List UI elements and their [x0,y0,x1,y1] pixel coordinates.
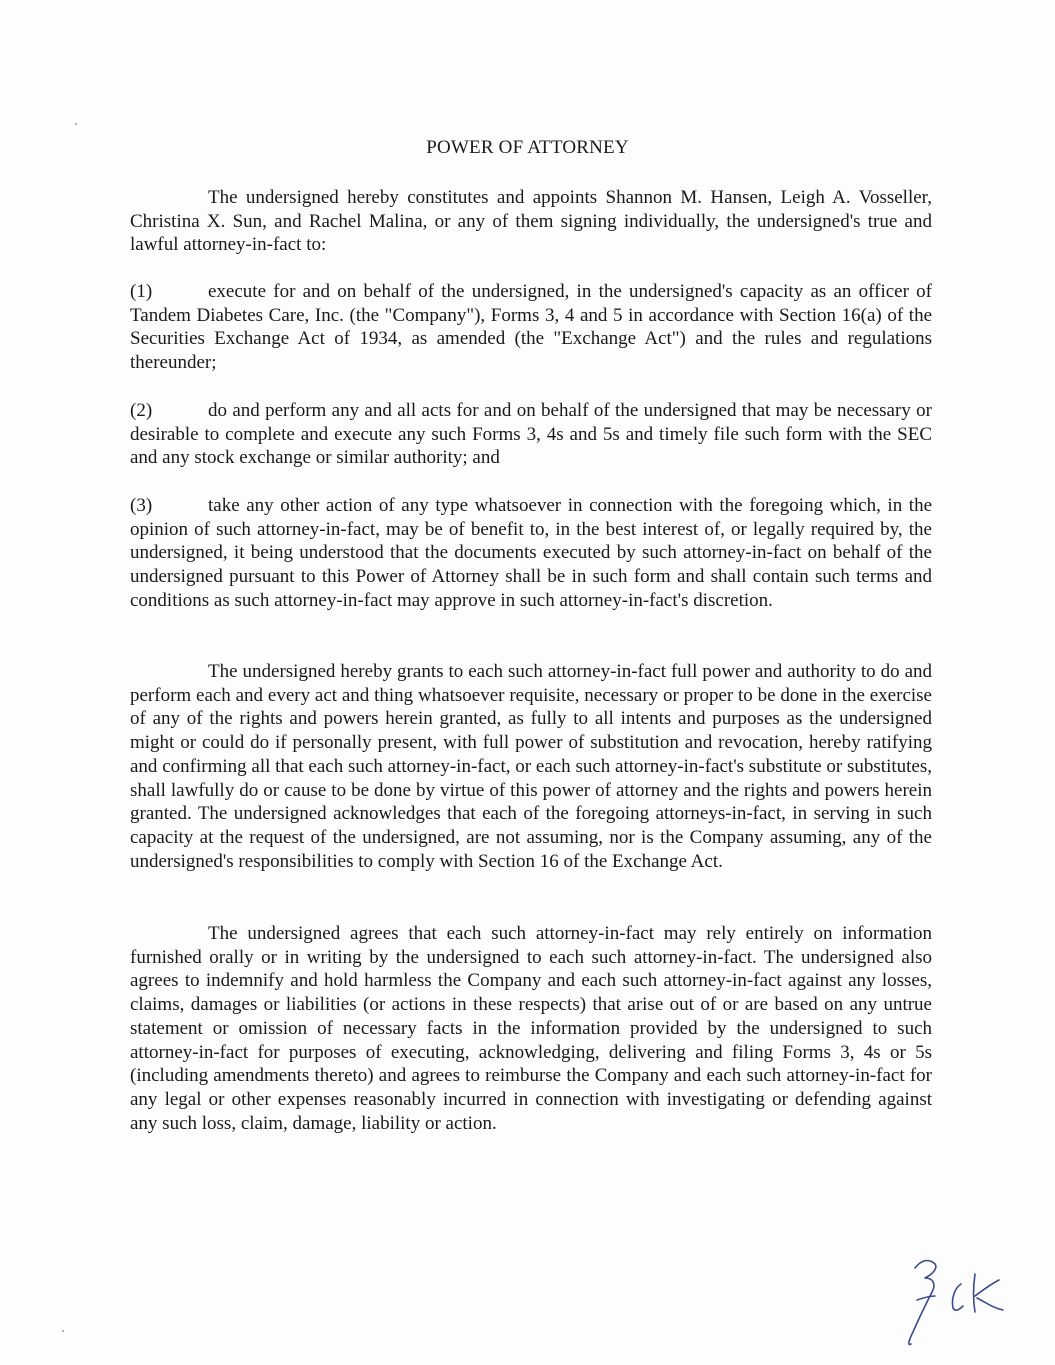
numbered-item-2 [130,399,932,470]
document-title: POWER OF ATTORNEY [426,137,629,158]
numbered-item-1 [130,280,932,375]
numbered-item-3 [130,494,932,613]
scan-speck [62,1330,64,1332]
item-number: (3) [130,495,153,516]
handwritten-initials-signature [895,1248,1015,1358]
item-number: (1) [130,281,153,302]
intro-paragraph: The undersigned hereby constitutes and appoints Shannon M. Hansen, Leigh A. Vosseller, Christina X. Sun, and Rachel Malina, or any of them signing individually, the undersigned's true and lawful attorney-in-fact to: [130,187,932,256]
item-number: (2) [130,400,153,421]
item-text: do and perform any and all acts for and on behalf of the undersigned that may be necessary or desirable to complete and execute any such Forms 3, 4s and 5s and timely file such form with the SEC and any stock exchange or similar authority; and [130,400,932,469]
scan-speck [75,123,77,125]
item-text: execute for and on behalf of the undersigned, in the undersigned's capacity as an officer of Tandem Diabetes Care, Inc. (the "Company"), Forms 3, 4 and 5 in accordance with Section 16(a) of the Securities Exchange Act of 1934, as amended (the "Exchange Act") and the rules and regulations thereunder; [130,281,932,374]
agreement-paragraph: The undersigned agrees that each such attorney-in-fact may rely entirely on information furnished orally or in writing by the undersigned to each such attorney-in-fact. The undersigned also agrees to indemnify and hold harmless the Company and each such attorney-in-fact against any losses, claims, damages or liabilities (or actions in these respects) that arise out of or are based on any untrue statement or omission of necessary facts in the information provided by the undersigned to such attorney-in-fact for purposes of executing, acknowledging, delivering and filing Forms 3, 4s or 5s (including amendments thereto) and agrees to reimburse the Company and each such attorney-in-fact for any legal or other expenses reasonably incurred in connection with investigating or defending against any such loss, claim, damage, liability or action. [130,923,932,1134]
item-text: take any other action of any type whatsoever in connection with the foregoing which, in the opinion of such attorney-in-fact, may be of benefit to, in the best interest of, or legally required by, the undersigned, it being understood that the documents executed by such attorney-in-fact on behalf of the undersigned pursuant to this Power of Attorney shall be in such form and shall contain such terms and conditions as such attorney-in-fact may approve in such attorney-in-fact's discretion. [130,495,932,611]
grant-paragraph: The undersigned hereby grants to each such attorney-in-fact full power and authority to do and perform each and every act and thing whatsoever requisite, necessary or proper to be done in the exercise of any of the rights and powers herein granted, as fully to all intents and purposes as the undersigned might or could do if personally present, with full power of substitution and revocation, hereby ratifying and confirming all that each such attorney-in-fact, or each such attorney-in-fact's substitute or substitutes, shall lawfully do or cause to be done by virtue of this power of attorney and the rights and powers herein granted. The undersigned acknowledges that each of the foregoing attorneys-in-fact, in serving in such capacity at the request of the undersigned, are not assuming, nor is the Company assuming, any of the undersigned's responsibilities to comply with Section 16 of the Exchange Act. [130,661,932,872]
